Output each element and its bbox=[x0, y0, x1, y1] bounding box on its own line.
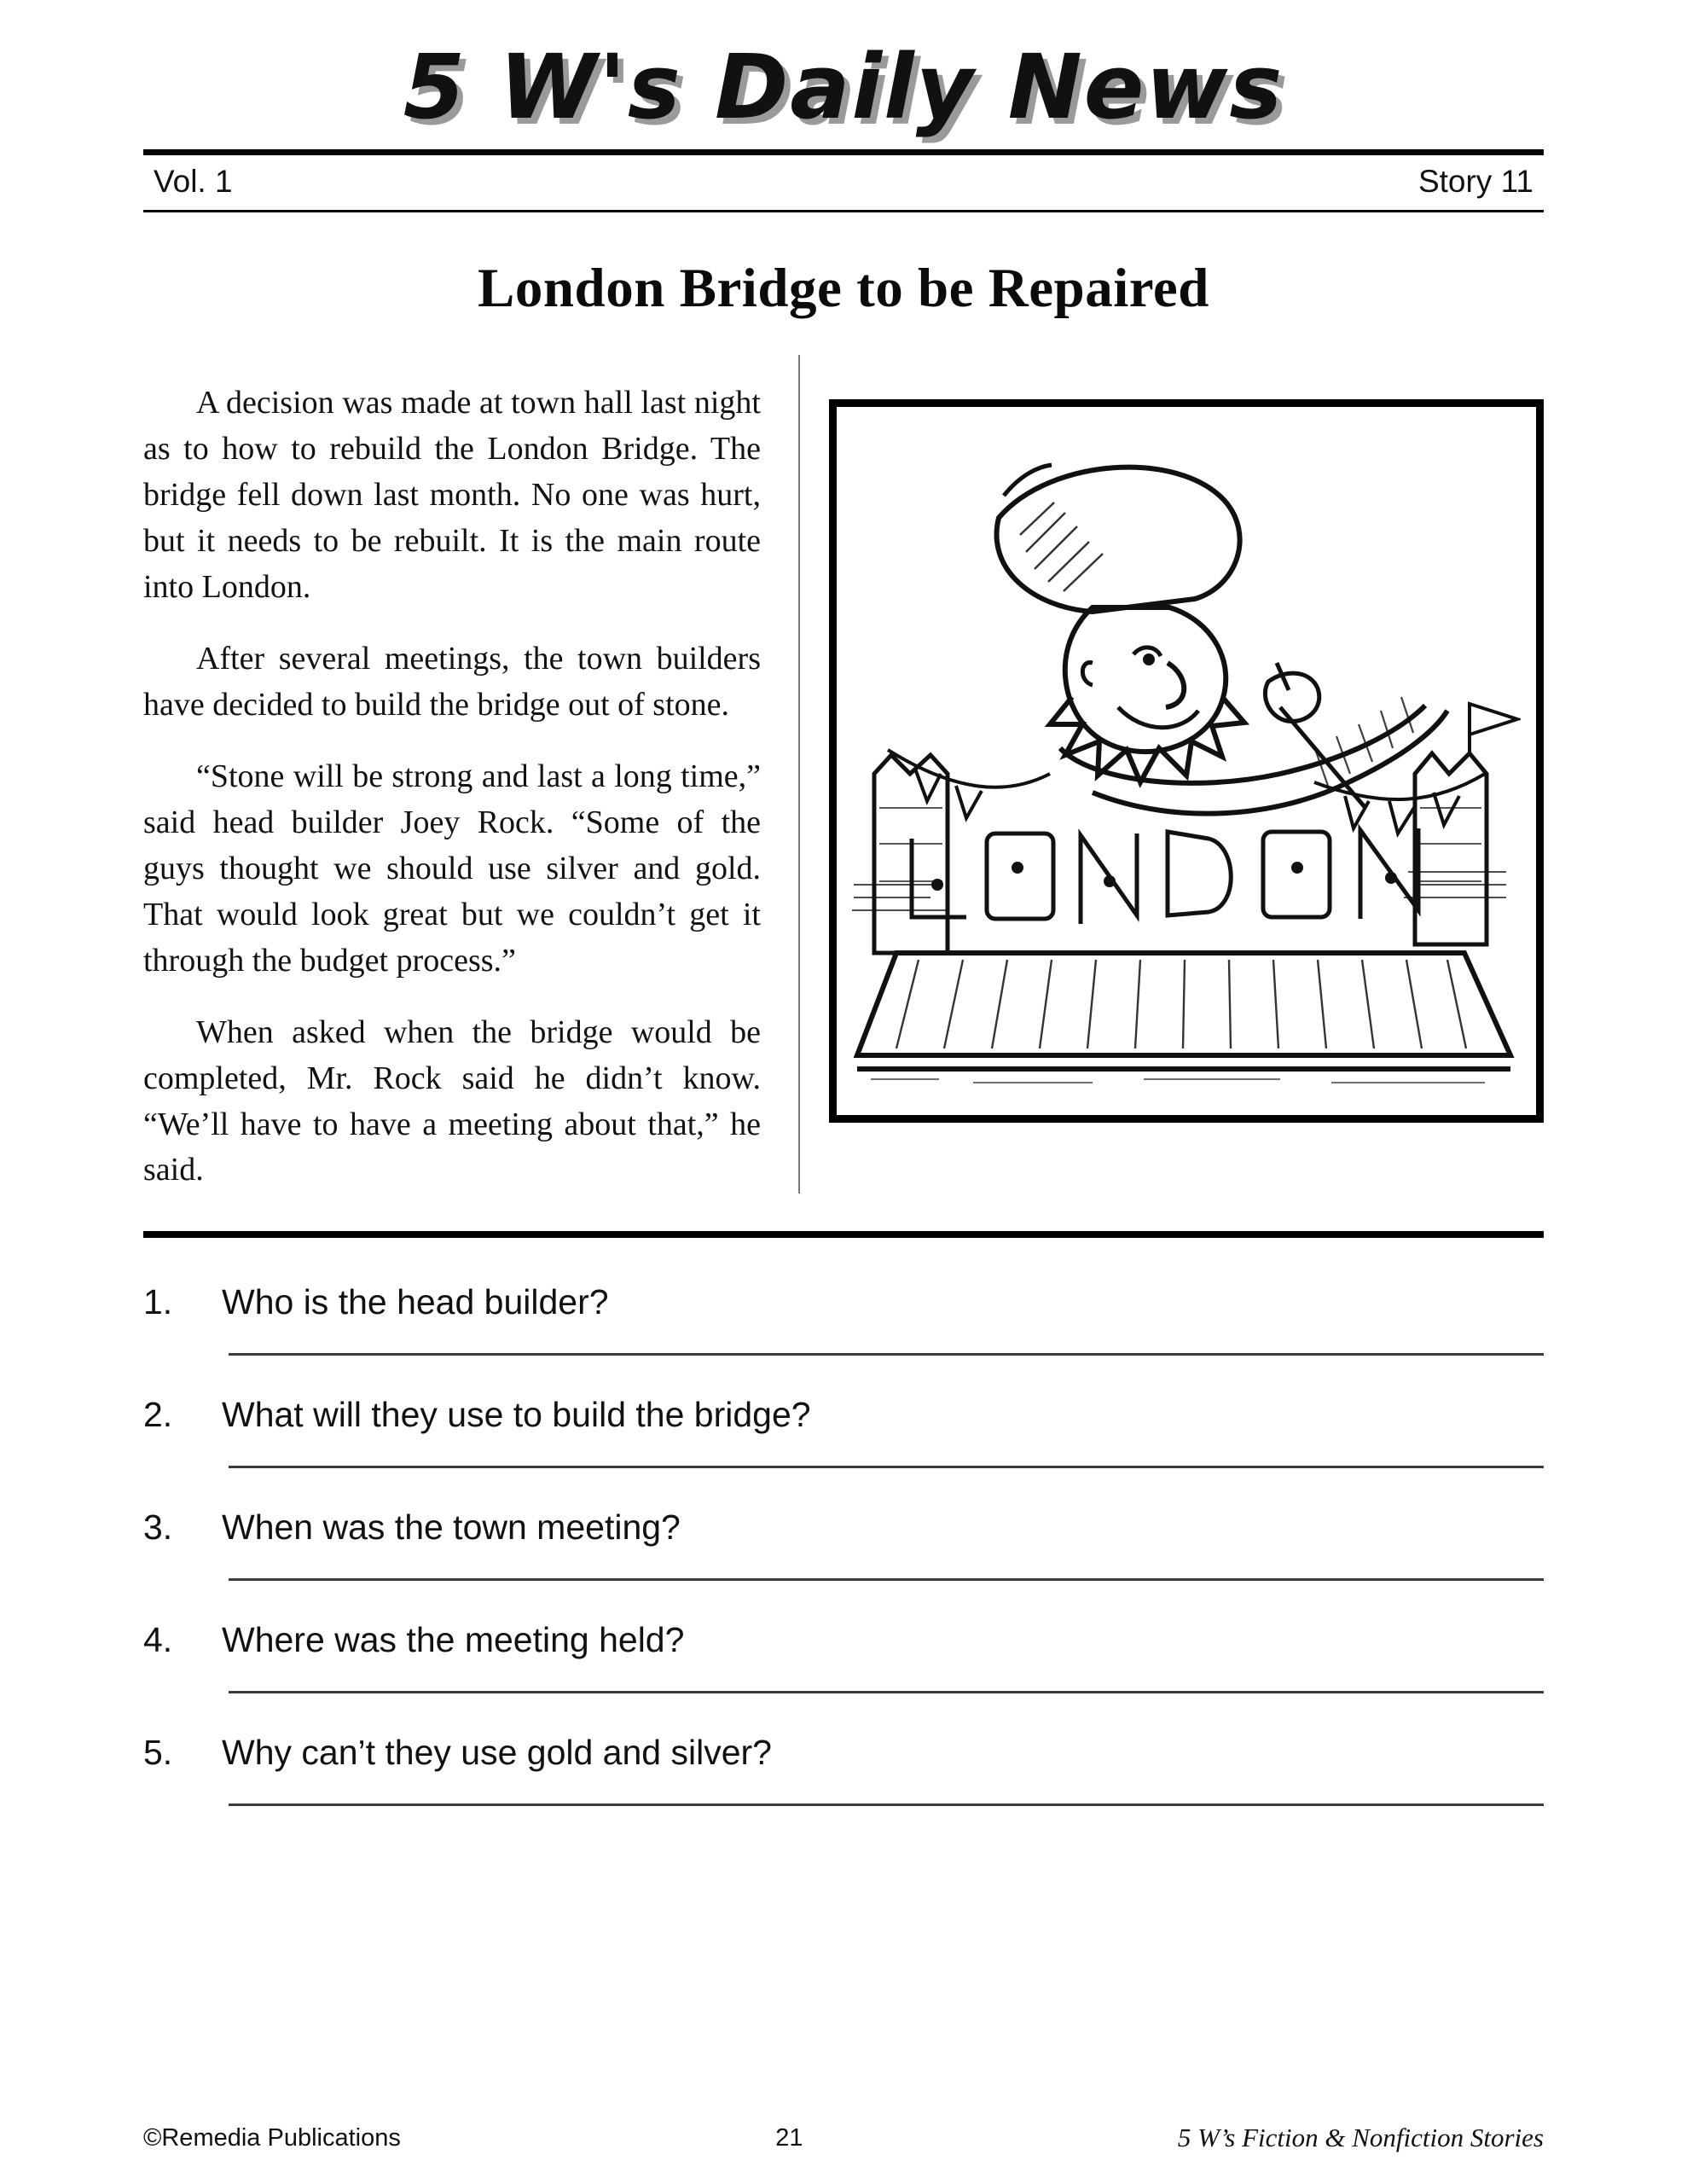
article-paragraph: A decision was made at town hall last night as to how to rebuild the London Bridge. The bridge fell down last month. No one was hurt, but it needs to be rebuilt. It is the main route into London. bbox=[143, 385, 761, 605]
story-label: Story 11 bbox=[1417, 164, 1533, 200]
page-footer bbox=[143, 2123, 1544, 2153]
page-title: London Bridge to be Repaired bbox=[478, 258, 1209, 320]
answer-line[interactable] bbox=[229, 1466, 1544, 1468]
question-text: When was the town meeting? bbox=[222, 1507, 681, 1548]
bridge-builder-illustration bbox=[837, 407, 1521, 1100]
question-item bbox=[143, 1733, 1544, 1773]
article-questions-divider bbox=[143, 1231, 1544, 1238]
answer-line[interactable] bbox=[229, 1804, 1544, 1806]
illustration-frame bbox=[829, 399, 1544, 1123]
question-item bbox=[143, 1282, 1544, 1322]
question-text: Who is the head builder? bbox=[222, 1282, 609, 1322]
answer-line[interactable] bbox=[229, 1691, 1544, 1693]
article-text-column bbox=[143, 355, 800, 1194]
footer-copyright: ©Remedia Publications bbox=[143, 2123, 401, 2152]
article-paragraph: After several meetings, the town builders have decided to build the bridge out of stone. bbox=[143, 640, 761, 723]
question-text: Where was the meeting held? bbox=[222, 1620, 685, 1660]
question-number: 2. bbox=[143, 1395, 173, 1435]
question-number: 4. bbox=[143, 1620, 173, 1660]
article-paragraph: When asked when the bridge would be completed, Mr. Rock said he didn’t know. “We’ll have to have a meeting about that,” he said. bbox=[143, 1014, 761, 1188]
article-illustration-column bbox=[800, 355, 1544, 1194]
answer-line[interactable] bbox=[229, 1353, 1544, 1356]
question-text: Why can’t they use gold and silver? bbox=[222, 1733, 772, 1773]
question-number: 5. bbox=[143, 1733, 173, 1773]
question-item bbox=[143, 1620, 1544, 1660]
question-text: What will they use to build the bridge? bbox=[222, 1395, 811, 1435]
volume-row bbox=[143, 155, 1544, 210]
questions-list bbox=[143, 1282, 1544, 1806]
question-number: 3. bbox=[143, 1507, 173, 1548]
question-item bbox=[143, 1395, 1544, 1435]
question-item bbox=[143, 1507, 1544, 1548]
masthead-title: 5 W's Daily News bbox=[403, 35, 1284, 139]
question-number: 1. bbox=[143, 1282, 173, 1322]
article bbox=[143, 355, 1544, 1194]
masthead-rule-bottom bbox=[143, 210, 1544, 212]
footer-page-number: 21 bbox=[775, 2123, 803, 2152]
answer-line[interactable] bbox=[229, 1578, 1544, 1581]
masthead-rule-top bbox=[143, 149, 1544, 155]
masthead bbox=[143, 0, 1544, 139]
footer-series-title: 5 W’s Fiction & Nonfiction Stories bbox=[1177, 2123, 1544, 2152]
volume-label: Vol. 1 bbox=[154, 164, 233, 200]
article-paragraph: “Stone will be strong and last a long time,” said head builder Joey Rock. “Some of the guys thought we should use silver and gold. That would look great but we couldn’t get it through the budget process.” bbox=[143, 758, 761, 979]
